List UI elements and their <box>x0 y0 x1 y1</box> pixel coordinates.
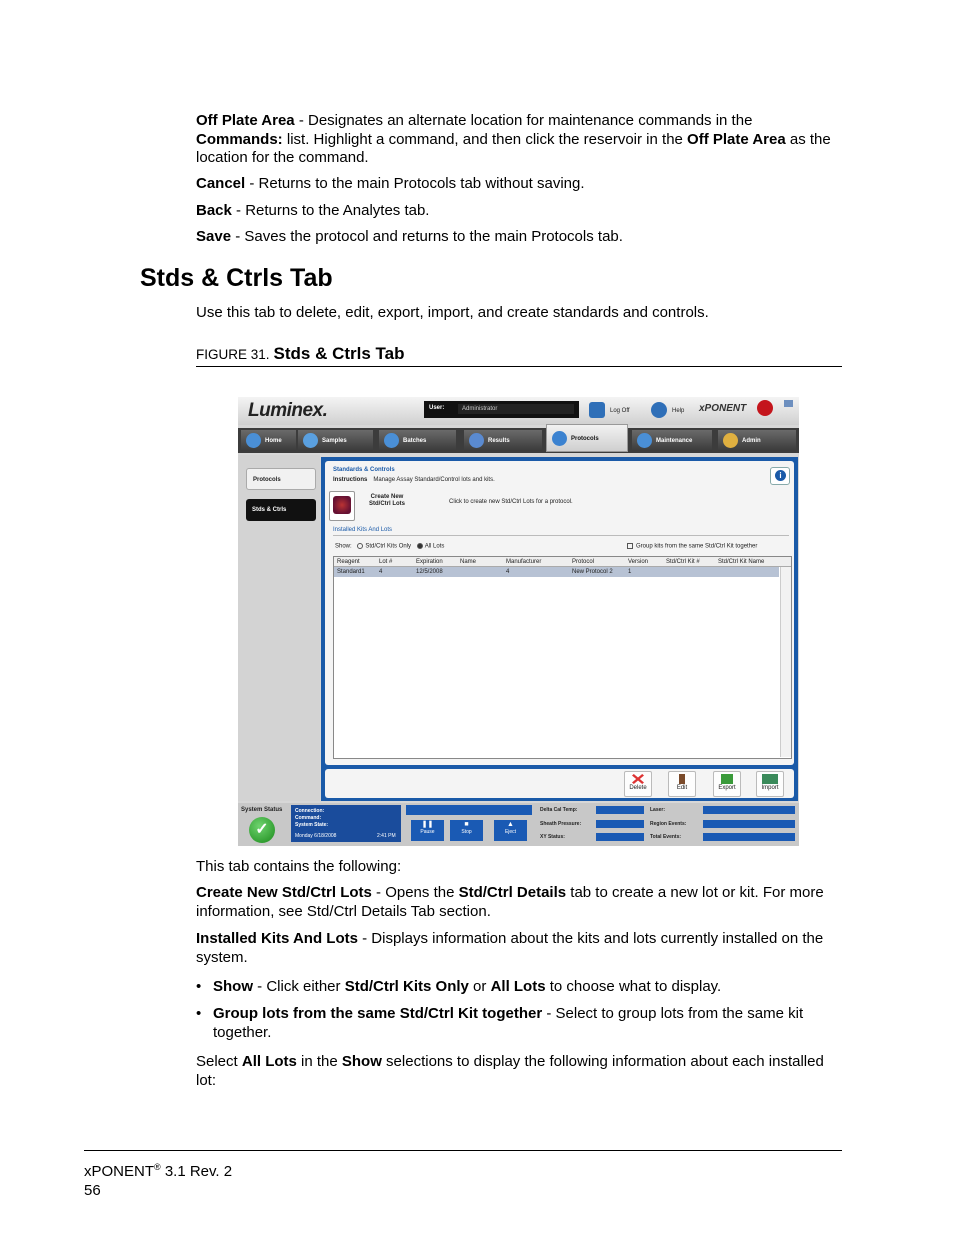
checkbox-box[interactable] <box>627 543 633 549</box>
table-scrollbar[interactable] <box>780 567 791 757</box>
eject-button[interactable]: ▲ Eject <box>494 820 527 841</box>
home-icon <box>246 433 261 448</box>
user-label: User: <box>429 405 445 411</box>
col-kit-name[interactable]: Std/Ctrl Kit Name <box>718 559 765 565</box>
xponent-brand: xPONENT <box>699 403 747 414</box>
sidebar <box>238 455 320 801</box>
delta-cal-temp: Delta Cal Temp: <box>538 805 646 815</box>
status-info-box: Connection: Command: System State: Monday 6/18/2008 2:41 PM <box>291 805 401 842</box>
create-new-lots-label: Create New Std/Ctrl Lots <box>369 494 405 507</box>
table-header <box>334 557 791 567</box>
instructions: Instructions Manage Assay Standard/Control lots and kits. <box>333 477 495 483</box>
group-checkbox[interactable]: Group kits from the same Std/Ctrl Kit together <box>627 543 757 550</box>
sheath-pressure: Sheath Pressure: <box>538 819 646 829</box>
checkmark-icon: ✓ <box>249 817 275 843</box>
col-version[interactable]: Version <box>628 559 649 565</box>
installed-kits-title: Installed Kits And Lots <box>333 527 789 536</box>
lots-table <box>333 556 792 759</box>
tab-maintenance[interactable]: Maintenance <box>632 430 712 451</box>
edit-icon <box>679 774 685 784</box>
sidebar-item-stds-ctrls[interactable]: Stds & Ctrls <box>246 499 316 521</box>
bullet-group-lots: • Group lots from the same Std/Ctrl Kit together - Select to group lots from the same kit together. <box>196 1005 804 1041</box>
main-panel <box>325 461 794 765</box>
laser: Laser: <box>648 805 796 815</box>
export-icon <box>721 774 733 784</box>
tab-batches[interactable]: Batches <box>379 430 456 451</box>
create-lots-icon <box>333 496 351 514</box>
section-heading: Stds & Ctrls Tab <box>140 264 333 292</box>
region-events: Region Events: <box>648 819 796 829</box>
tab-results[interactable]: Results <box>464 430 542 451</box>
footer-rule <box>84 1150 842 1151</box>
stop-icon: ■ <box>464 821 469 828</box>
pause-button[interactable]: ❚❚ Pause <box>411 820 444 841</box>
tab-samples[interactable]: Samples <box>298 430 373 451</box>
user-box <box>424 401 579 418</box>
info-icon: i <box>775 470 786 481</box>
col-reagent[interactable]: Reagent <box>337 559 360 565</box>
top-bar <box>238 397 799 425</box>
cancel-paragraph: Cancel - Returns to the main Protocols tab without saving. <box>196 175 585 192</box>
figure-caption <box>196 344 842 367</box>
help-button[interactable]: Help <box>651 401 691 419</box>
show-label: Show: <box>335 543 352 550</box>
status-light-icon <box>757 400 773 416</box>
tab-admin[interactable]: Admin <box>718 430 796 451</box>
figure-number: FIGURE 31. <box>196 347 270 362</box>
installed-kits-paragraph: Installed Kits And Lots - Displays information about the kits and lots currently installed on the system. <box>196 930 824 966</box>
col-expiration[interactable]: Expiration <box>416 559 443 565</box>
show-row: Show: Std/Ctrl Kits Only All Lots Group kits from the same Std/Ctrl Kit together <box>335 543 758 550</box>
delete-button[interactable]: Delete <box>624 771 652 797</box>
logoff-icon <box>589 402 605 418</box>
radio-all-lots[interactable] <box>417 543 423 549</box>
action-bar <box>325 769 794 798</box>
import-button[interactable]: Import <box>756 771 784 797</box>
window-icon[interactable] <box>784 400 793 407</box>
samples-icon <box>303 433 318 448</box>
create-description: Click to create new Std/Ctrl Lots for a protocol. <box>449 499 573 505</box>
panel-title: Standards & Controls <box>333 467 395 473</box>
user-value: Administrator <box>458 404 574 414</box>
save-paragraph: Save - Saves the protocol and returns to the main Protocols tab. <box>196 228 623 245</box>
sidebar-item-protocols[interactable]: Protocols <box>246 468 316 490</box>
status-bar <box>238 803 799 846</box>
col-name[interactable]: Name <box>460 559 477 565</box>
off-plate-area-paragraph: Off Plate Area - Designates an alternate location for maintenance commands in the Commands: list. Highlight a command, and then click the reservoir in the Off Plate Area as the location for the command. <box>196 112 831 166</box>
select-all-lots-paragraph: Select All Lots in the Show selections to display the following information about each installed lot: <box>196 1053 824 1089</box>
screenshot-figure <box>238 397 799 846</box>
create-new-paragraph: Create New Std/Ctrl Lots - Opens the Std/Ctrl Details tab to create a new lot or kit. For more information, see Std/Ctrl Details Tab section. <box>196 884 824 920</box>
tab-protocols[interactable]: Protocols <box>546 424 628 452</box>
batches-icon <box>384 433 399 448</box>
protocols-icon <box>552 431 567 446</box>
table-row[interactable]: Standard1 4 12/5/2008 4 New Protocol 2 1 <box>334 567 779 577</box>
maintenance-icon <box>637 433 652 448</box>
tab-home[interactable]: Home <box>241 430 296 451</box>
col-lot[interactable]: Lot # <box>379 559 393 565</box>
back-paragraph: Back - Returns to the Analytes tab. <box>196 202 430 219</box>
contains-paragraph: This tab contains the following: <box>196 858 402 875</box>
total-events: Total Events: <box>648 832 796 842</box>
create-new-lots-button[interactable] <box>329 491 355 521</box>
progress-bar <box>406 805 532 815</box>
edit-button[interactable]: Edit <box>668 771 696 797</box>
radio-kits-only[interactable] <box>357 543 363 549</box>
info-button[interactable] <box>770 467 790 485</box>
col-manufacturer[interactable]: Manufacturer <box>506 559 542 565</box>
intro-paragraph: Use this tab to delete, edit, export, import, and create standards and controls. <box>196 304 709 321</box>
logoff-button[interactable]: Log Off <box>589 401 639 419</box>
footer-product: xPONENT® 3.1 Rev. 2 <box>84 1162 233 1180</box>
help-icon <box>651 402 667 418</box>
delete-icon <box>632 774 644 784</box>
export-button[interactable]: Export <box>713 771 741 797</box>
page-number: 56 <box>84 1182 101 1199</box>
bullet-show: • Show - Click either Std/Ctrl Kits Only or All Lots to choose what to display. <box>196 978 722 995</box>
eject-icon: ▲ <box>507 821 514 828</box>
pause-icon: ❚❚ <box>421 821 434 828</box>
main-tabs <box>238 428 799 453</box>
system-status-label: System Status <box>241 807 283 813</box>
import-icon <box>762 774 778 784</box>
col-protocol[interactable]: Protocol <box>572 559 595 565</box>
luminex-logo: Luminex. <box>248 400 328 421</box>
col-kit-number[interactable]: Std/Ctrl Kit # <box>666 559 700 565</box>
figure-title: Stds & Ctrls Tab <box>273 344 405 363</box>
admin-icon <box>723 433 738 448</box>
xy-status: XY Status: <box>538 832 646 842</box>
results-icon <box>469 433 484 448</box>
content-area <box>321 457 798 801</box>
stop-button[interactable]: ■ Stop <box>450 820 483 841</box>
